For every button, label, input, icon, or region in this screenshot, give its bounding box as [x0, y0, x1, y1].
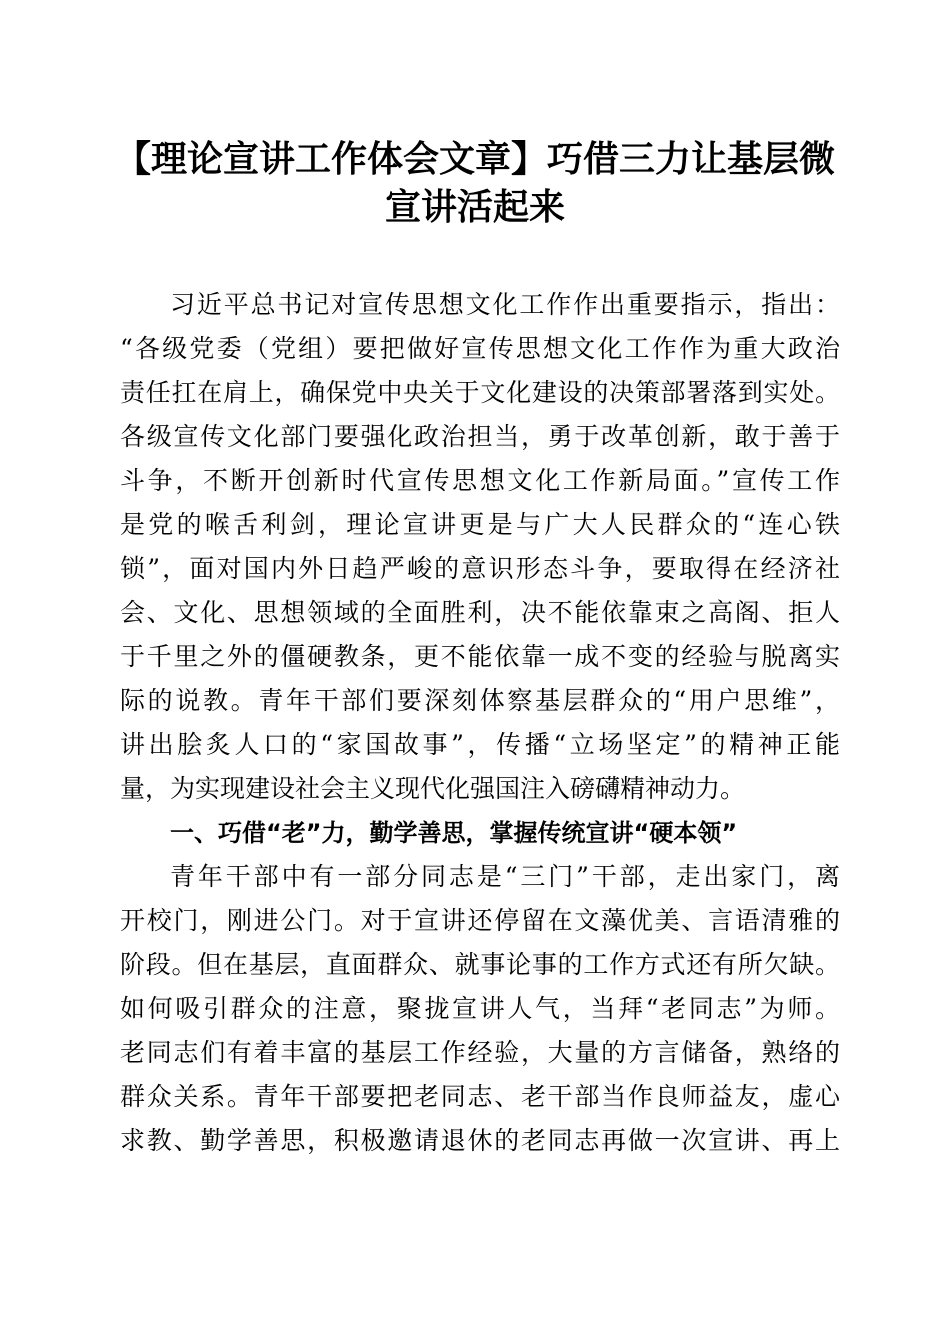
paragraph-1 [120, 283, 840, 811]
text-line: 际的说教。青年干部们要深刻体察基层群众的“用户思维”， [120, 686, 840, 715]
text-line: “各级党委（党组）要把做好宣传思想文化工作作为重大政治 [120, 334, 840, 363]
text-line: 求教、勤学善思，积极邀请退休的老同志再做一次宣讲、再上 [120, 1126, 840, 1155]
text-line: 责任扛在肩上，确保党中央关于文化建设的决策部署落到实处。 [120, 378, 840, 407]
text-line: 于千里之外的僵硬教条，更不能依靠一成不变的经验与脱离实 [120, 642, 840, 671]
title-line-2: 宣讲活起来 [384, 186, 565, 228]
text-line: 会、文化、思想领域的全面胜利，决不能依靠束之高阁、拒人 [120, 598, 840, 627]
text-line: 锁”，面对国内外日趋严峻的意识形态斗争，要取得在经济社 [120, 554, 840, 583]
paragraph-2 [120, 855, 840, 1163]
text-line: 是党的喉舌利剑，理论宣讲更是与广大人民群众的“连心铁 [120, 510, 840, 539]
text-line: 量，为实现建设社会主义现代化强国注入磅礴精神动力。 [120, 774, 746, 803]
text-line: 老同志们有着丰富的基层工作经验，大量的方言储备，熟络的 [120, 1038, 840, 1067]
text-line: 斗争，不断开创新时代宣传思想文化工作新局面。”宣传工作 [120, 466, 840, 495]
text-line: 习近平总书记对宣传思想文化工作作出重要指示，指出： [170, 290, 840, 319]
section-heading: 一、巧借“老”力，勤学善思，掌握传统宣讲“硬本领” [170, 819, 738, 847]
text-line: 开校门，刚进公门。对于宣讲还停留在文藻优美、言语清雅的 [120, 906, 840, 935]
text-line: 如何吸引群众的注意，聚拢宣讲人气，当拜“老同志”为师。 [120, 994, 840, 1023]
text-line: 群众关系。青年干部要把老同志、老干部当作良师益友，虚心 [120, 1082, 840, 1111]
title-line-1: 【理论宣讲工作体会文章】巧借三力让基层微 [114, 138, 835, 180]
document-body [120, 283, 840, 1163]
document-title [110, 135, 840, 231]
text-line: 讲出脍炙人口的“家国故事”，传播“立场坚定”的精神正能 [120, 730, 840, 759]
text-line: 各级宣传文化部门要强化政治担当，勇于改革创新，敢于善于 [120, 422, 840, 451]
text-line: 阶段。但在基层，直面群众、就事论事的工作方式还有所欠缺。 [120, 950, 840, 979]
text-line: 青年干部中有一部分同志是“三门”干部，走出家门，离 [170, 862, 840, 891]
